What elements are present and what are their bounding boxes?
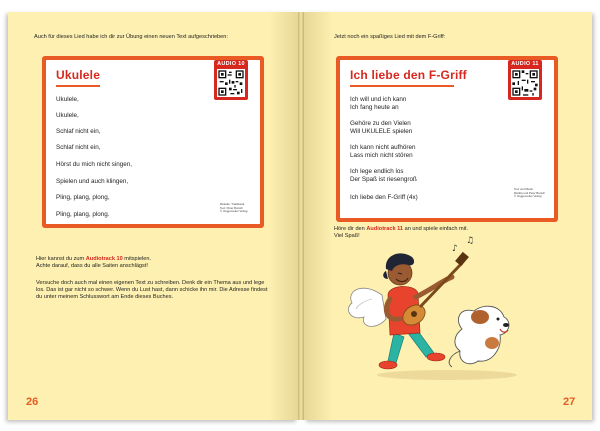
lyric-line: Gehöre zu den Vielen (350, 120, 411, 127)
lyric-line: Ukulele, (56, 96, 79, 103)
page-number-left: 26 (26, 396, 39, 408)
audiotrack-10-paragraph: Hier kannst du zum Audiotrack 10 mitspielen. Achte darauf, dass du alle Saiten anschlägst! (36, 256, 152, 270)
audiotrack-10-link[interactable]: Audiotrack 10 (85, 256, 123, 262)
ukulele-song-card (42, 56, 264, 228)
lyric-line: Will UKULELE spielen (350, 128, 413, 135)
lyric-line: Ich liebe den F-Griff (4x) (350, 194, 418, 201)
boy-with-ukulele-and-dog-illustration (342, 233, 522, 383)
f-griff-song-card (336, 56, 558, 222)
lyric-line: Schlaf nicht ein, (56, 128, 101, 135)
title-underline (350, 85, 454, 87)
lyric-line: Schlaf nicht ein, (56, 144, 101, 151)
svg-text:♪: ♪ (452, 244, 458, 254)
lyric-line: Lass mich nicht stören (350, 152, 413, 159)
lyric-line: Pling, plang, plong. (56, 211, 110, 218)
audio-badge (508, 60, 542, 100)
lyric-line: Spielen und auch klingen, (56, 178, 129, 185)
song-title: Ukulele (56, 68, 101, 82)
song-credits: Text und Musik: Martha und Peter Bursch © Voggenreiter Verlag (514, 187, 546, 199)
lyric-line: Pling, plang, plong, (56, 194, 110, 201)
song-credits: Melodie: Traditional Text: Peter Bursch © Voggenreiter Verlag (220, 202, 248, 214)
qr-code-icon[interactable] (217, 69, 245, 97)
lyric-line: Der Spaß ist riesengroß (350, 176, 417, 183)
audio-label: AUDIO 10 (217, 61, 245, 67)
write-own-text-paragraph: Versuche doch auch mal einen eigenen Text zu schreiben. Denk dir ein Thema aus und lege los. Das ist gar nicht so schwer. Wenn du Lust hast, dann schicke ihn mir. Die Adresse findest du unter meinem Schlusswort am Ende dieses Buches. (36, 280, 268, 301)
audio-badge (214, 60, 248, 100)
audiotrack-11-link[interactable]: Audiotrack 11 (366, 226, 404, 232)
lyric-line: Ukulele, (56, 112, 79, 119)
lyric-line: Ich lege endlich los (350, 168, 404, 175)
title-underline (56, 85, 100, 87)
svg-text:♫: ♫ (466, 236, 475, 246)
audiotrack-11-paragraph: Höre dir den Audiotrack 11 an und spiele einfach mit. Viel Spaß! (334, 226, 469, 240)
song-title: Ich liebe den F-Griff (350, 68, 467, 82)
page-number-right: 27 (563, 396, 576, 408)
lyric-line: Ich will und ich kann (350, 96, 407, 103)
lyric-line: Hörst du mich nicht singen, (56, 161, 132, 168)
lyric-line: Ich fang heute an (350, 104, 399, 111)
lyric-line: Ich kann nicht aufhören (350, 144, 416, 151)
right-intro-text: Jetzt noch ein spaßiges Lied mit dem F-Griff: (334, 34, 446, 40)
qr-code-icon[interactable] (511, 69, 539, 97)
left-intro-text: Auch für dieses Lied habe ich dir zur Übung einen neuen Text aufgeschrieben: (34, 34, 228, 40)
audio-label: AUDIO 11 (511, 61, 539, 67)
